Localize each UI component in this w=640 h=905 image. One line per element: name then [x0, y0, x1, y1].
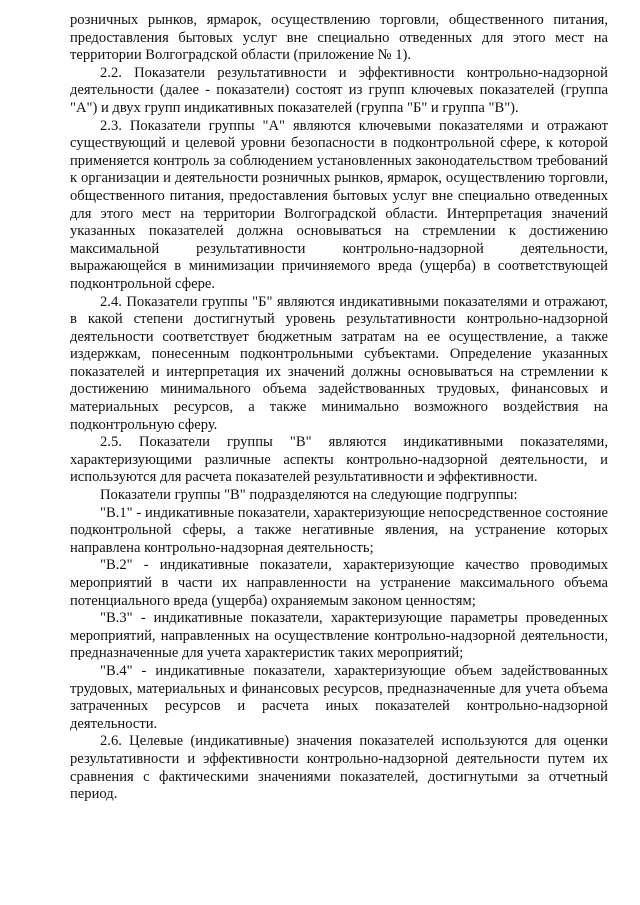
- paragraph-subgroups-intro: Показатели группы "В" подразделяются на следующие подгруппы:: [100, 487, 518, 504]
- document-page: [70, 12, 608, 804]
- paragraph-2-4: 2.4. Показатели группы "Б" являются индикативными показателями и отражают, в какой степени достигнутый уровень результативности контрольно-надзорной деятельности соответствует бюджетным затратам на ее осуществление, а также издержкам, понесенным подконтрольными субъектами. Определение указанных показателей и интерпретация их значений должны основываться на стремлении к достижению минимального объема задействованных трудовых, финансовых и материальных ресурсов, а также минимально возможного воздействия на подконтрольную сферу.: [70, 293, 608, 433]
- paragraph-continuation: розничных рынков, ярмарок, осуществлению торговли, общественного питания, предоставления бытовых услуг вне специально отведенных для этого мест на территории Волгоградской области (приложение № 1).: [70, 12, 608, 64]
- paragraph-2-5: 2.5. Показатели группы "В" являются индикативными показателями, характеризующими различные аспекты контрольно-надзорной деятельности, и используются для расчета показателей результативности и эффективности.: [70, 434, 608, 486]
- paragraph-subgroup-b4: "В.4" - индикативные показатели, характеризующие объем задействованных трудовых, материальных и финансовых ресурсов, предназначенные для учета объема затраченных ресурсов и расчета иных показателей контрольно-надзорной деятельности.: [70, 662, 608, 732]
- paragraph-2-6: 2.6. Целевые (индикативные) значения показателей используются для оценки результативности и эффективности контрольно-надзорной деятельности путем их сравнения с фактическими значениями показателей, достигнутыми за отчетный период.: [70, 733, 608, 803]
- paragraph-subgroup-b1: "В.1" - индикативные показатели, характеризующие непосредственное состояние подконтрольной сферы, а также негативные явления, на устранение которых направлена контрольно-надзорная деятельность;: [70, 504, 608, 556]
- paragraph-2-3: 2.3. Показатели группы "А" являются ключевыми показателями и отражают существующий и целевой уровни безопасности в подконтрольной сфере, к которой применяется контроль за соблюдением установленных законодательством требований к организации и деятельности розничных рынков, ярмарок, осуществлению торговли, общественного питания, предоставления бытовых услуг вне специально отведенных для этого мест на территории Волгоградской области. Интерпретация значений указанных показателей должна основываться на стремлении к достижению максимальной результативности контрольно-надзорной деятельности, выражающейся в минимизации причиняемого вреда (ущерба) в соответствующей подконтрольной сфере.: [70, 117, 608, 292]
- paragraph-subgroup-b2: "В.2" - индикативные показатели, характеризующие качество проводимых мероприятий в части их направленности на устранение максимального объема потенциального вреда (ущерба) охраняемым законом ценностям;: [70, 557, 608, 609]
- paragraph-subgroup-b3: "В.3" - индикативные показатели, характеризующие параметры проведенных мероприятий, направленных на осуществление контрольно-надзорной деятельности, предназначенные для учета характеристик таких мероприятий;: [70, 610, 608, 662]
- paragraph-2-2: 2.2. Показатели результативности и эффективности контрольно-надзорной деятельности (далее - показатели) состоят из групп ключевых показателей (группа "А") и двух групп индикативных показателей (группа "Б" и группа "В").: [70, 64, 608, 116]
